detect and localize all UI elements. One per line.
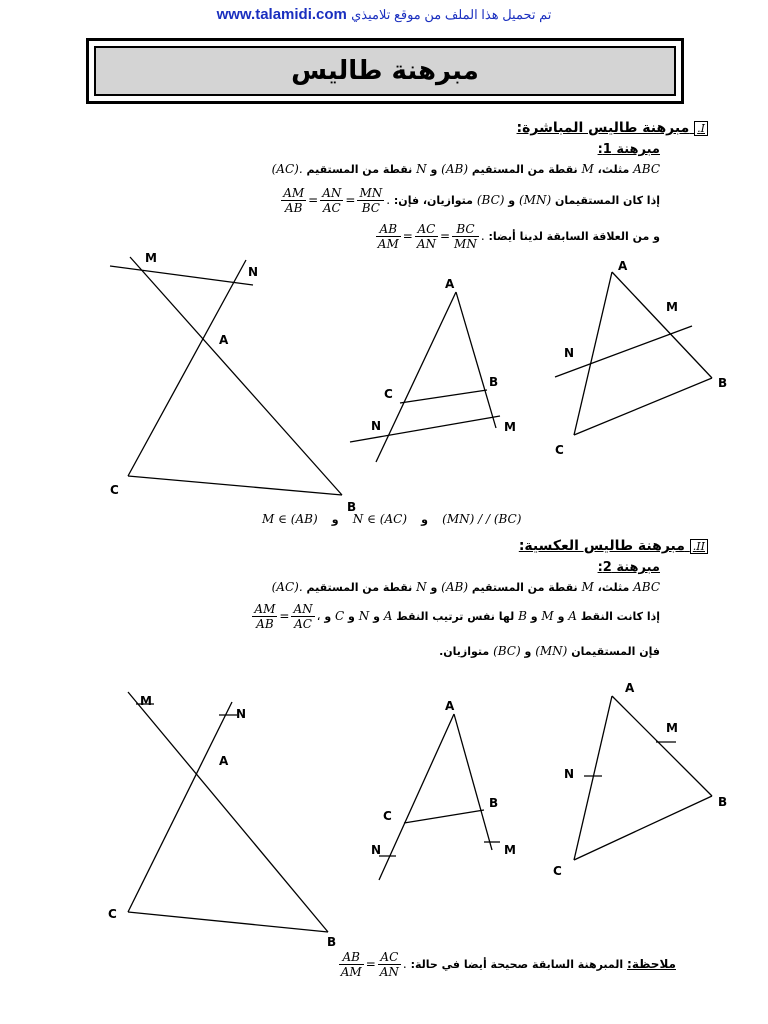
- theorem2-line3: فإن المستقيمان (MN) و (BC) متوازيان.: [439, 644, 660, 658]
- figure5-triangle-lines-below: [379, 714, 500, 880]
- fig3-label-B: B: [718, 376, 728, 390]
- fig2-label-C: C: [384, 387, 393, 401]
- figure2-labels: [371, 277, 516, 434]
- page-title: مبرهنة طاليس: [291, 56, 479, 86]
- fig2-label-B: B: [489, 375, 499, 389]
- fig4-label-N: N: [236, 707, 247, 721]
- figure6-labels: [553, 681, 727, 878]
- section2-figures: [0, 670, 768, 950]
- fig4-label-M: M: [140, 694, 152, 708]
- fig2-label-N: N: [371, 419, 382, 433]
- fig5-label-C: C: [383, 809, 392, 823]
- fig5-label-A: A: [445, 699, 455, 713]
- fig3-label-A: A: [618, 259, 628, 273]
- section1-figures: [0, 240, 768, 520]
- site-url-link[interactable]: www.talamidi.com: [216, 6, 347, 23]
- theorem1-label: مبرهنة 1:: [597, 142, 660, 157]
- theorem2-line2: إذا كانت النقط A و M و B لها نفس ترتيب النقط A و N و C و $\frac{AM}{AB}$ = $\frac{AN}{AC}$ ،: [250, 602, 660, 631]
- figure6-triangle-ticks: [574, 696, 712, 860]
- fig4-label-A: A: [219, 754, 229, 768]
- fig3-label-N: N: [564, 346, 575, 360]
- figure3-triangle-inner-line: [555, 272, 712, 435]
- site-header: [0, 6, 768, 23]
- fig1-label-N: N: [248, 265, 259, 279]
- figure2-triangle-lines-below: [350, 292, 500, 462]
- theorem1-line3: و من العلاقة السابقة لدينا أيضا: $\frac{AB}{AM}$ = $\frac{AC}{AN}$ = $\frac{BC}{MN}$ .: [374, 222, 660, 251]
- theorem1-line1: ABC مثلث، M نقطة من المستقيم (AB) و N نقطة من المستقيم (AC).: [271, 162, 660, 176]
- fig5-label-B: B: [489, 796, 499, 810]
- note-equation: $\frac{AB}{AM}$ = $\frac{AC}{AN}$ .: [340, 950, 407, 979]
- figure3-labels: [555, 259, 727, 457]
- fig4-label-C: C: [108, 907, 117, 921]
- section1-number: I.: [694, 121, 708, 136]
- theorem2-label: مبرهنة 2:: [597, 560, 660, 575]
- title-box: [94, 46, 676, 96]
- figure1-labels: [110, 251, 356, 514]
- fig2-label-M: M: [504, 420, 516, 434]
- converse-ratio-equation: $\frac{AM}{AB}$ = $\frac{AN}{AC}$ ،: [254, 602, 321, 631]
- title-frame: [86, 38, 684, 104]
- note-label: ملاحظة:: [627, 957, 676, 971]
- fig5-label-M: M: [504, 843, 516, 857]
- thales-ratio-equation: $\frac{AM}{AB}$ = $\frac{AN}{AC}$ = $\frac{MN}{BC}$ .: [283, 186, 391, 215]
- fig6-label-A: A: [625, 681, 635, 695]
- fig5-label-N: N: [371, 843, 382, 857]
- note-text: المبرهنة السابقة صحيحة أيضا في حالة:: [410, 958, 624, 971]
- download-text: تم تحميل هذا الملف من موقع تلاميذي: [351, 7, 552, 22]
- fig6-label-B: B: [718, 795, 728, 809]
- fig1-label-M: M: [145, 251, 157, 265]
- figure5-labels: [371, 699, 516, 857]
- fig6-label-M: M: [666, 721, 678, 735]
- fig4-label-B: B: [327, 935, 337, 949]
- theorem2-line1: ABC مثلث، M نقطة من المستقيم (AB) و N نقطة من المستقيم (AC).: [271, 580, 660, 594]
- fig6-label-C: C: [553, 864, 562, 878]
- fig2-label-A: A: [445, 277, 455, 291]
- figure4-labels: [108, 694, 336, 949]
- figure1-crossed-triangle: [110, 257, 342, 495]
- section2-heading: II. مبرهنة طاليس العكسية:: [519, 538, 708, 554]
- theorem1-line2: إذا كان المستقيمان (MN) و (BC) متوازيان، فإن: $\frac{AM}{AB}$ = $\frac{AN}{AC}$ = $\frac{MN}{BC}$ .: [279, 186, 660, 215]
- fig3-label-C: C: [555, 443, 564, 457]
- fig1-label-A: A: [219, 333, 229, 347]
- fig3-label-M: M: [666, 300, 678, 314]
- fig1-label-C: C: [110, 483, 119, 497]
- section2-number: II.: [690, 539, 708, 554]
- section1-conditions: (MN) / / (BC) و N ∈ (AC) و M ∈ (AB): [262, 512, 522, 526]
- note-line: [337, 950, 676, 979]
- fig1-label-B: B: [347, 500, 357, 514]
- fig6-label-N: N: [564, 767, 575, 781]
- section1-heading: I. مبرهنة طاليس المباشرة:: [517, 120, 708, 136]
- figure4-crossed-triangle: [128, 692, 328, 932]
- inverse-ratio-equation: $\frac{AB}{AM}$ = $\frac{AC}{AN}$ = $\frac{BC}{MN}$ .: [377, 222, 485, 251]
